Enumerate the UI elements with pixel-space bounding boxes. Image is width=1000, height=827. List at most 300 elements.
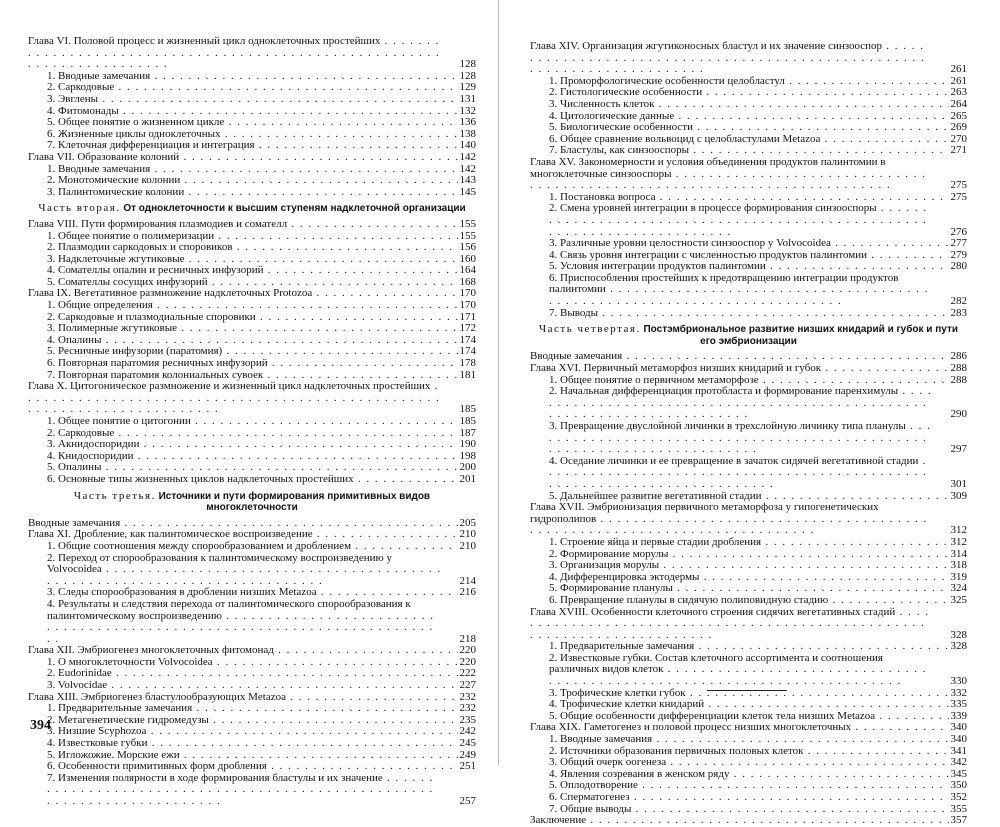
toc-chapter-entry xyxy=(28,518,476,530)
entry-page-number: 155 xyxy=(459,217,476,230)
entry-page-number: 345 xyxy=(950,767,967,780)
entry-title: 4. Связь уровня интеграции с численностью продуктов палинтомии . . . xyxy=(549,250,967,262)
entry-title: 6. Особенности примитивных форм дробления . . . xyxy=(47,761,476,773)
entry-page-number: 271 xyxy=(950,144,967,157)
entry-page-number: 357 xyxy=(950,814,967,827)
entry-page-number: 187 xyxy=(459,426,476,439)
entry-title: 5. Ресничные инфузории (паратомия) . . . xyxy=(47,346,476,358)
toc-section-entry xyxy=(530,122,967,134)
entry-title: 4. Дифференцировка эктодермы . . . xyxy=(549,572,967,584)
entry-title: 3. Акнидоспоридии . . . xyxy=(47,439,476,451)
part-label: Часть вторая. xyxy=(38,202,121,215)
toc-section-entry xyxy=(28,164,476,176)
toc-section-entry xyxy=(28,451,476,463)
entry-page-number: 275 xyxy=(950,179,967,192)
entry-title: 7. Бластулы, как синзооспоры . . . xyxy=(549,145,967,157)
toc-chapter-entry xyxy=(530,363,967,375)
entry-title: Глава VII. Образование колоний . . . xyxy=(28,152,476,164)
entry-page-number: 145 xyxy=(459,185,476,198)
toc-section-entry xyxy=(28,370,476,382)
toc-chapter-entry xyxy=(28,288,476,300)
entry-page-number: 210 xyxy=(459,539,476,552)
entry-page-number: 276 xyxy=(950,225,967,238)
toc-section-entry xyxy=(530,711,967,723)
entry-title: 2. Монотомические колонии . . . xyxy=(47,175,476,187)
entry-page-number: 232 xyxy=(459,702,476,715)
entry-title: Вводные замечания . . . xyxy=(28,518,476,530)
entry-page-number: 249 xyxy=(459,748,476,761)
entry-page-number: 355 xyxy=(950,802,967,815)
toc-section-entry xyxy=(28,668,476,680)
entry-title: 6. Основные типы жизненных циклов надклеточных простейших . . . xyxy=(47,474,476,486)
entry-title: 2. Начальная дифференциация протобласта и формирование паренхимулы . . . xyxy=(549,386,967,421)
entry-title: 1. Общее понятие о цитогонии . . . xyxy=(47,416,476,428)
entry-page-number: 232 xyxy=(459,690,476,703)
toc-section-entry xyxy=(530,375,967,387)
entry-page-number: 227 xyxy=(459,679,476,692)
part-heading xyxy=(530,324,967,347)
entry-title: 4. Оседание личинки и ее превращение в зачаток сидячей вегетативной стадии . . . xyxy=(549,456,967,491)
entry-page-number: 131 xyxy=(459,92,476,105)
entry-page-number: 352 xyxy=(950,791,967,803)
toc-section-entry xyxy=(530,572,967,584)
entry-page-number: 181 xyxy=(459,368,476,381)
entry-title: 2. Источники образования первичных половых клеток . . . xyxy=(549,746,967,758)
part-title: Источники и пути формирования примитивных видов многоклеточности xyxy=(158,490,431,514)
entry-page-number: 330 xyxy=(950,675,967,688)
toc-chapter-entry xyxy=(530,41,967,76)
entry-page-number: 142 xyxy=(459,150,476,163)
toc-section-entry xyxy=(530,250,967,262)
toc-section-entry xyxy=(530,549,967,561)
entry-page-number: 220 xyxy=(459,655,476,668)
toc-section-entry xyxy=(530,641,967,653)
entry-page-number: 286 xyxy=(950,350,967,363)
toc-section-entry xyxy=(28,428,476,440)
entry-title: 4. Явления созревания в женском ряду . . . xyxy=(549,769,967,781)
entry-title: 2. Плазмодии саркодовых и споровиков . . . xyxy=(47,242,476,254)
entry-page-number: 264 xyxy=(950,97,967,110)
entry-title: 3. Различные уровни целостности синзооспор у Volvocoidea . . . xyxy=(549,238,967,250)
entry-title: 6. Общее сравнение вольвоцид с целобластулами Metazoa . . . xyxy=(549,134,967,146)
toc-section-entry xyxy=(28,358,476,370)
entry-page-number: 319 xyxy=(950,570,967,583)
entry-page-number: 270 xyxy=(950,132,967,145)
entry-title: 3. Превращение двуслойной личинки в трехслойную личинку типа планулы . . . xyxy=(549,421,967,456)
toc-section-entry xyxy=(530,273,967,308)
entry-page-number: 218 xyxy=(459,632,476,645)
entry-title: 7. Общие выводы . . . xyxy=(549,804,967,816)
toc-section-entry xyxy=(530,87,967,99)
entry-title: 2. Переход от спорообразования к палинтомическому воспроизведению у Volvocoidea . . . xyxy=(47,553,476,588)
entry-title: 7. Выводы . . . xyxy=(549,308,967,320)
toc-chapter-entry xyxy=(28,692,476,704)
entry-title: 2. Известковые губки. Состав клеточного ассортимента и соотношения различных видов клеток . . . xyxy=(549,653,967,688)
entry-title: 5. Биологические особенности . . . xyxy=(549,122,967,134)
entry-page-number: 335 xyxy=(950,698,967,711)
toc-section-entry xyxy=(530,192,967,204)
entry-page-number: 261 xyxy=(950,63,967,76)
entry-page-number: 222 xyxy=(459,667,476,680)
toc-section-entry xyxy=(530,595,967,607)
entry-page-number: 261 xyxy=(950,74,967,87)
entry-page-number: 164 xyxy=(459,264,476,277)
part-title: Постэмбриональное развитие низших книдарий и губок и пути его эмбрионизации xyxy=(643,324,958,347)
toc-chapter-entry xyxy=(28,219,476,231)
entry-page-number: 277 xyxy=(950,237,967,250)
entry-title: Глава XII. Эмбриогенез многоклеточных фитомонад . . . xyxy=(28,645,476,657)
entry-title: Глава XIII. Эмбриогенез бластулообразующих Metazoa . . . xyxy=(28,692,476,704)
entry-page-number: 185 xyxy=(459,403,476,416)
toc-section-entry xyxy=(28,129,476,141)
toc-section-entry xyxy=(28,323,476,335)
entry-title: 4. Результаты и следствия перехода от палинтомического спорообразования к палинтомическому воспроизведению . . . xyxy=(47,599,476,645)
entry-title: 1. Вводные замечания . . . xyxy=(549,734,967,746)
toc-chapter-entry xyxy=(28,645,476,657)
entry-page-number: 279 xyxy=(950,248,967,261)
entry-title: 2. Гистологические особенности . . . xyxy=(549,87,967,99)
toc-section-entry xyxy=(530,583,967,595)
entry-page-number: 216 xyxy=(459,586,476,599)
toc-section-entry xyxy=(28,599,476,645)
entry-page-number: 200 xyxy=(459,461,476,474)
entry-title: 6. Жизненные циклы одноклеточных . . . xyxy=(47,129,476,141)
entry-title: 5. Формирование планулы . . . xyxy=(549,583,967,595)
entry-page-number: 140 xyxy=(459,139,476,152)
entry-title: 4. Книдоспоридии . . . xyxy=(47,451,476,463)
toc-section-entry xyxy=(530,699,967,711)
entry-page-number: 214 xyxy=(459,574,476,587)
entry-page-number: 171 xyxy=(459,310,476,323)
entry-page-number: 257 xyxy=(459,795,476,807)
entry-title: Глава VI. Половой процесс и жизненный цикл одноклеточных простейших . . . xyxy=(28,36,476,71)
entry-page-number: 328 xyxy=(950,640,967,653)
entry-page-number: 314 xyxy=(950,547,967,560)
toc-section-entry xyxy=(28,541,476,553)
entry-title: 1. Общие определения . . . xyxy=(47,300,476,312)
entry-title: 7. Повторная паратомия колониальных сувоек . . . xyxy=(47,370,476,382)
toc-section-entry xyxy=(28,703,476,715)
toc-section-entry xyxy=(530,560,967,572)
entry-title: 3. Низшие Scyphozoa . . . xyxy=(47,726,476,738)
left-page xyxy=(0,0,499,807)
entry-page-number: 265 xyxy=(950,109,967,122)
entry-page-number: 341 xyxy=(950,744,967,757)
toc-section-entry xyxy=(28,106,476,118)
entry-title: 1. Общие соотношения между спорообразованием и дроблением . . . xyxy=(47,541,476,553)
entry-title: 5. Сомателлы сосущих инфузорий . . . xyxy=(47,277,476,289)
toc-section-entry xyxy=(530,238,967,250)
entry-page-number: 201 xyxy=(459,472,476,485)
entry-page-number: 288 xyxy=(950,362,967,375)
toc-chapter-entry xyxy=(28,381,476,416)
entry-page-number: 297 xyxy=(950,443,967,456)
entry-title: 5. Игложожие. Морские ежи . . . xyxy=(47,750,476,762)
toc-section-entry xyxy=(28,335,476,347)
part-label: Часть четвертая. xyxy=(539,323,641,336)
entry-title: 4. Цитологические данные . . . xyxy=(549,111,967,123)
entry-page-number: 309 xyxy=(950,489,967,502)
entry-page-number: 156 xyxy=(459,241,476,254)
entry-title: 1. Вводные замечания . . . xyxy=(47,164,476,176)
entry-title: Заключение . . . xyxy=(530,815,967,827)
toc-section-entry xyxy=(28,346,476,358)
entry-page-number: 198 xyxy=(459,449,476,462)
entry-title: 3. Эвглены . . . xyxy=(47,94,476,106)
entry-page-number: 263 xyxy=(950,86,967,99)
entry-title: Глава XIV. Организация жгутиконосных бластул и их значение синзооспор . . . xyxy=(530,41,967,76)
toc-section-entry xyxy=(530,537,967,549)
toc-section-entry xyxy=(28,680,476,692)
toc-section-entry xyxy=(28,300,476,312)
entry-page-number: 242 xyxy=(459,725,476,738)
toc-section-entry xyxy=(530,261,967,273)
entry-page-number: 172 xyxy=(459,322,476,335)
closing-rule xyxy=(707,690,787,691)
toc-section-entry xyxy=(28,474,476,486)
entry-title: 2. Метагенетические гидромедузы . . . xyxy=(47,715,476,727)
toc-section-entry xyxy=(28,187,476,199)
toc-chapter-entry xyxy=(530,157,967,192)
toc-section-entry xyxy=(28,231,476,243)
entry-title: 3. Численность клеток . . . xyxy=(549,99,967,111)
entry-title: 5. Опалины . . . xyxy=(47,462,476,474)
entry-title: 7. Изменения полярности в ходе формирования бластулы и их значение . . . xyxy=(47,773,476,808)
entry-title: 5. Общее понятие о жизненном цикле . . . xyxy=(47,117,476,129)
toc-section-entry xyxy=(530,111,967,123)
toc-section-entry xyxy=(28,761,476,773)
entry-title: 1. Общее понятие о первичном метаморфозе . . . xyxy=(549,375,967,387)
entry-title: 2. Смена уровней интеграции в процессе формирования синзооспоры . . . xyxy=(549,203,967,238)
entry-page-number: 170 xyxy=(459,287,476,300)
entry-page-number: 143 xyxy=(459,174,476,187)
entry-title: Глава XI. Дробление, как палинтомическое воспроизведение . . . xyxy=(28,529,476,541)
entry-page-number: 340 xyxy=(950,721,967,734)
entry-title: 6. Повторная паратомия ресничных инфузорий . . . xyxy=(47,358,476,370)
toc-section-entry xyxy=(28,242,476,254)
entry-title: 2. Формирование морулы . . . xyxy=(549,549,967,561)
entry-page-number: 136 xyxy=(459,116,476,129)
entry-page-number: 245 xyxy=(459,737,476,750)
entry-page-number: 275 xyxy=(950,190,967,203)
entry-title: 3. Полимерные жгутиковые . . . xyxy=(47,323,476,335)
entry-page-number: 128 xyxy=(459,58,476,71)
entry-title: Глава VIII. Пути формирования плазмодиев и сомателл . . . xyxy=(28,219,476,231)
toc-section-entry xyxy=(530,308,967,320)
entry-title: 6. Сперматогенез . . . xyxy=(549,792,967,804)
toc-section-entry xyxy=(28,738,476,750)
entry-title: 5. Дальнейшее развитие вегетативной стадии . . . xyxy=(549,491,967,503)
entry-title: 4. Трофические клетки книдарий . . . xyxy=(549,699,967,711)
entry-page-number: 138 xyxy=(459,127,476,140)
entry-page-number: 210 xyxy=(459,528,476,541)
entry-title: 2. Саркодовые . . . xyxy=(47,82,476,94)
entry-title: 4. Фитомонады . . . xyxy=(47,106,476,118)
toc-chapter-entry xyxy=(530,351,967,363)
entry-page-number: 350 xyxy=(950,779,967,792)
toc-section-entry xyxy=(28,773,476,808)
toc-section-entry xyxy=(530,99,967,111)
entry-page-number: 280 xyxy=(950,260,967,273)
entry-title: 1. Постановка вопроса . . . xyxy=(549,192,967,204)
entry-page-number: 142 xyxy=(459,162,476,175)
entry-title: Глава XIX. Гаметогенез и половой процесс низших многоклеточных . . . xyxy=(530,722,967,734)
entry-title: 1. Предварительные замечания . . . xyxy=(549,641,967,653)
entry-title: 1. Строение яйца и первые стадии дробления . . . xyxy=(549,537,967,549)
toc-section-entry xyxy=(28,587,476,599)
toc-section-entry xyxy=(530,769,967,781)
entry-page-number: 251 xyxy=(459,760,476,773)
entry-title: 5. Оплодотворение . . . xyxy=(549,780,967,792)
toc-section-entry xyxy=(28,750,476,762)
entry-page-number: 174 xyxy=(459,333,476,346)
entry-page-number: 178 xyxy=(459,357,476,370)
toc-section-entry xyxy=(530,76,967,88)
toc-section-entry xyxy=(530,804,967,816)
entry-page-number: 318 xyxy=(950,559,967,572)
toc-section-entry xyxy=(530,653,967,688)
toc-section-entry xyxy=(530,456,967,491)
entry-title: 3. Volvocidae . . . xyxy=(47,680,476,692)
entry-page-number: 185 xyxy=(459,415,476,427)
entry-title: 3. Палинтомические колонии . . . xyxy=(47,187,476,199)
entry-title: Вводные замечания . . . xyxy=(530,351,967,363)
entry-page-number: 269 xyxy=(950,121,967,134)
entry-title: Глава XVIII. Особенности клеточного строения сидячих вегетативных стадий . . . xyxy=(530,607,967,642)
entry-page-number: 283 xyxy=(950,306,967,319)
part-heading xyxy=(28,203,476,215)
entry-title: Глава XVI. Первичный метаморфоз низших книдарий и губок . . . xyxy=(530,363,967,375)
entry-title: 4. Опалины . . . xyxy=(47,335,476,347)
entry-page-number: 312 xyxy=(950,524,967,537)
toc-section-entry xyxy=(28,726,476,738)
part-label: Часть третья. xyxy=(73,489,156,502)
toc-section-entry xyxy=(28,265,476,277)
entry-title: 1. Предварительные замечания . . . xyxy=(47,703,476,715)
entry-page-number: 324 xyxy=(950,582,967,595)
entry-title: Глава X. Цитогоническое размножение и жизненный цикл надклеточных простейших . . . xyxy=(28,381,476,416)
entry-page-number: 312 xyxy=(950,535,967,548)
entry-page-number: 342 xyxy=(950,756,967,769)
toc-section-entry xyxy=(28,277,476,289)
entry-page-number: 128 xyxy=(459,69,476,82)
entry-title: 3. Трофические клетки губок . . . xyxy=(549,688,967,700)
entry-page-number: 332 xyxy=(950,686,967,699)
toc-section-entry xyxy=(28,553,476,588)
entry-title: 4. Сомателлы опалин и ресничных инфузорий . . . xyxy=(47,265,476,277)
entry-title: Глава IX. Вегетативное размножение надклеточных Protozoa . . . xyxy=(28,288,476,300)
entry-page-number: 220 xyxy=(459,644,476,657)
entry-title: 2. Саркодовые . . . xyxy=(47,428,476,440)
entry-title: 5. Общие особенности дифференциации клеток тела низших Metazoa . . . xyxy=(549,711,967,723)
entry-title: 3. Следы спорообразования в дроблении низших Metazoa . . . xyxy=(47,587,476,599)
toc-chapter-entry xyxy=(530,722,967,734)
entry-title: 6. Превращение планулы в сидячую полиповидную стадию . . . xyxy=(549,595,967,607)
entry-page-number: 174 xyxy=(459,345,476,358)
right-toc-column xyxy=(530,41,967,827)
part-title: От одноклеточности к высшим ступеням надклеточной организации xyxy=(123,203,466,215)
toc-chapter-entry xyxy=(530,815,967,827)
entry-page-number: 328 xyxy=(950,628,967,641)
toc-section-entry xyxy=(530,780,967,792)
toc-section-entry xyxy=(28,117,476,129)
toc-section-entry xyxy=(530,734,967,746)
entry-page-number: 301 xyxy=(950,477,967,490)
entry-page-number: 340 xyxy=(950,733,967,746)
entry-title: 7. Клеточная дифференциация и интеграция . . . xyxy=(47,140,476,152)
toc-section-entry xyxy=(530,757,967,769)
entry-page-number: 325 xyxy=(950,593,967,606)
right-page xyxy=(500,0,1000,827)
entry-title: 2. Саркодовые и плазмодиальные споровики . . . xyxy=(47,312,476,324)
entry-title: Глава XV. Закономерности и условия объединения продуктов палинтомии в многоклеточные синзооспоры . . . xyxy=(530,157,967,192)
entry-title: 6. Приспособления простейших к предотвращению интеграции продуктов палинтомии . . . xyxy=(549,273,967,308)
toc-section-entry xyxy=(530,203,967,238)
entry-page-number: 190 xyxy=(459,438,476,451)
entry-title: 5. Условия интеграции продуктов палинтомии . . . xyxy=(549,261,967,273)
entry-page-number: 290 xyxy=(950,408,967,421)
entry-page-number: 339 xyxy=(950,709,967,722)
toc-section-entry xyxy=(28,140,476,152)
toc-section-entry xyxy=(28,439,476,451)
page-number: 394 xyxy=(30,718,51,733)
toc-section-entry xyxy=(530,421,967,456)
entry-page-number: 168 xyxy=(459,275,476,288)
toc-section-entry xyxy=(530,746,967,758)
entry-title: 1. О многоклеточности Volvocoidea . . . xyxy=(47,657,476,669)
entry-page-number: 288 xyxy=(950,373,967,386)
entry-page-number: 129 xyxy=(459,81,476,94)
entry-title: 3. Общий очерк оогенеза . . . xyxy=(549,757,967,769)
entry-title: 1. Проморфологические особенности целобластул . . . xyxy=(549,76,967,88)
entry-page-number: 282 xyxy=(950,295,967,308)
entry-title: 1. Вводные замечания . . . xyxy=(47,71,476,83)
toc-section-entry xyxy=(28,82,476,94)
toc-chapter-entry xyxy=(28,152,476,164)
toc-section-entry xyxy=(28,175,476,187)
toc-section-entry xyxy=(28,254,476,266)
part-heading xyxy=(28,491,476,514)
entry-title: 3. Надклеточные жгутиковые . . . xyxy=(47,254,476,266)
entry-page-number: 170 xyxy=(459,299,476,312)
entry-title: 3. Организация морулы . . . xyxy=(549,560,967,572)
toc-section-entry xyxy=(530,491,967,503)
entry-title: 2. Eudorinidae . . . xyxy=(47,668,476,680)
toc-section-entry xyxy=(28,657,476,669)
toc-chapter-entry xyxy=(530,502,967,537)
entry-page-number: 155 xyxy=(459,229,476,242)
entry-page-number: 160 xyxy=(459,252,476,265)
toc-section-entry xyxy=(28,94,476,106)
entry-title: Глава XVII. Эмбрионизация первичного метаморфоза у гипогенетических гидрополипов . . . xyxy=(530,502,967,537)
toc-chapter-entry xyxy=(28,529,476,541)
toc-section-entry xyxy=(530,134,967,146)
entry-title: 4. Известковые губки . . . xyxy=(47,738,476,750)
toc-section-entry xyxy=(530,792,967,804)
toc-section-entry xyxy=(28,71,476,83)
toc-chapter-entry xyxy=(530,607,967,642)
toc-section-entry xyxy=(28,312,476,324)
toc-section-entry xyxy=(530,145,967,157)
toc-section-entry xyxy=(530,386,967,421)
entry-title: 1. Общее понятие о полимеризации . . . xyxy=(47,231,476,243)
toc-section-entry xyxy=(28,416,476,428)
left-toc-column xyxy=(28,36,476,808)
entry-page-number: 132 xyxy=(459,104,476,117)
toc-section-entry xyxy=(28,715,476,727)
entry-page-number: 205 xyxy=(459,516,476,529)
toc-chapter-entry xyxy=(28,36,476,71)
